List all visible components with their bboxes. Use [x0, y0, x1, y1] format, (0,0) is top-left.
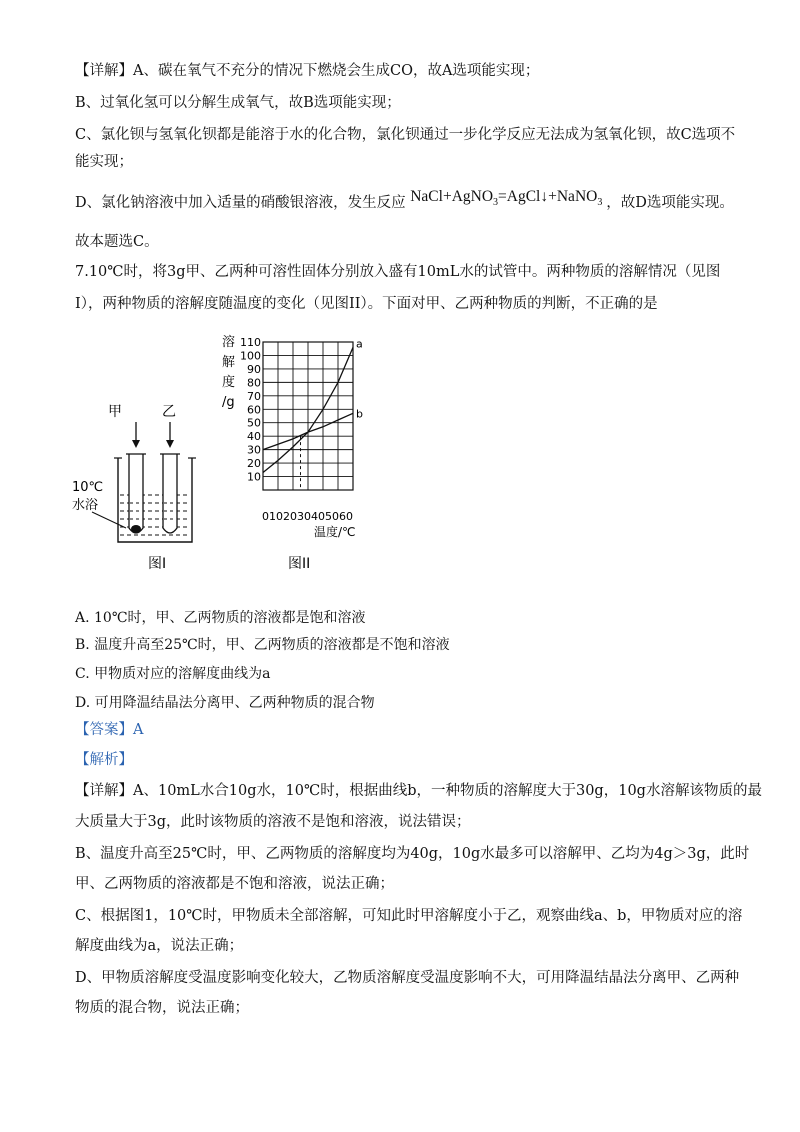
- text-line: C、氯化钡与氢氧化钡都是能溶于水的化合物，氯化钡通过一步化学反应无法成为氢氧化钡，故C选项不: [75, 127, 736, 143]
- undissolved-solid: [131, 525, 141, 533]
- y-axis-label-char: 解: [222, 355, 236, 370]
- formula-part: NaCl+AgNO: [410, 188, 494, 205]
- text-line: B、过氧化氢可以分解生成氧气，故B选项能实现；: [75, 95, 401, 111]
- detail-line: C、根据图1，10℃时，甲物质未全部溶解，可知此时甲溶解度小于乙，观察曲线a、b，甲物质对应的溶: [75, 908, 743, 924]
- text-line: 能实现；: [75, 154, 133, 170]
- detail-line: D、甲物质溶解度受温度影响变化较大，乙物质溶解度受温度影响不大，可用降温结晶法分离甲、乙两种: [75, 970, 740, 986]
- arrow-icon: [166, 422, 174, 448]
- option-b: B. 温度升高至25℃时，甲、乙两物质的溶液都是不饱和溶液: [75, 637, 450, 653]
- text-line: 【详解】A、碳在氧气不充分的情况下燃烧会生成CO，故A选项能实现；: [75, 63, 540, 79]
- precipitate-arrow: ↓: [540, 188, 549, 205]
- arrow-icon: [132, 422, 140, 448]
- y-axis-label-char: 度: [222, 375, 236, 390]
- chart-grid: [263, 342, 353, 490]
- detail-line: 大质量大于3g，此时该物质的溶液不是饱和溶液，说法错误；: [75, 814, 471, 830]
- formula-part: +NaNO: [548, 188, 598, 205]
- chemical-equation: [410, 188, 606, 209]
- y-axis-label-char: 溶: [222, 335, 236, 350]
- option-a: A. 10℃时，甲、乙两物质的溶液都是饱和溶液: [75, 610, 366, 626]
- label-yi: 乙: [162, 404, 176, 420]
- figure-2-caption: 图II: [288, 556, 311, 572]
- detail-line: B、温度升高至25℃时，甲、乙两物质的溶解度均为40g，10g水最多可以溶解甲、乙均为4g＞3g，此时: [75, 846, 750, 862]
- y-tick-label: 50: [247, 416, 261, 430]
- text-segment: D、氯化钠溶液中加入适量的硝酸银溶液，发生反应: [75, 195, 406, 211]
- figure-2-solubility-chart: [218, 330, 368, 578]
- series-label-b: b: [356, 407, 363, 421]
- option-c: C. 甲物质对应的溶解度曲线为a: [75, 666, 271, 682]
- figure-1-caption: 图I: [148, 556, 167, 572]
- formula-part: =AgCl: [498, 188, 541, 205]
- option-d: D. 可用降温结晶法分离甲、乙两种物质的混合物: [75, 695, 375, 711]
- text-line: 故本题选C。: [75, 234, 159, 250]
- y-tick-labels: [240, 336, 261, 484]
- test-tube-yi: [163, 454, 177, 533]
- bath-label: 水浴: [72, 498, 99, 513]
- question-stem: 7.10℃时，将3g甲、乙两种可溶性固体分别放入盛有10mL水的试管中。两种物质的溶解情况（见图: [75, 264, 721, 280]
- y-tick-label: 60: [247, 403, 261, 417]
- series-label-a: a: [356, 337, 363, 351]
- y-tick-label: 90: [247, 362, 261, 376]
- formula-subscript: 3: [493, 197, 499, 209]
- detail-line: 解度曲线为a，说法正确；: [75, 938, 244, 954]
- answer-label: 【答案】A: [75, 722, 144, 738]
- x-tick-labels: 0102030405060: [262, 510, 353, 523]
- detail-line: 【详解】A、10mL水合10g水，10℃时，根据曲线b，一种物质的溶解度大于30g，10g水溶解该物质的最: [75, 783, 762, 799]
- question-stem: I），两种物质的溶解度随温度的变化（见图II）。下面对甲、乙两种物质的判断，不正确的是: [75, 296, 658, 312]
- formula-subscript: 3: [597, 197, 603, 209]
- text-segment: ，故D选项能实现。: [606, 195, 734, 211]
- y-tick-label: 80: [247, 376, 261, 390]
- text-line-with-formula: [75, 188, 734, 219]
- figure-1-beaker: [70, 400, 210, 585]
- label-jia: 甲: [108, 404, 122, 420]
- y-tick-label: 20: [247, 457, 261, 471]
- test-tube-jia: [129, 454, 143, 533]
- y-tick-label: 70: [247, 389, 261, 403]
- x-axis-label: 温度/℃: [314, 525, 356, 539]
- y-tick-label: 100: [240, 349, 261, 363]
- detail-line: 物质的混合物，说法正确；: [75, 1000, 249, 1016]
- y-tick-label: 30: [247, 443, 261, 457]
- y-axis-label: [222, 334, 235, 410]
- y-tick-label: 110: [240, 336, 261, 349]
- y-axis-label-char: /g: [222, 395, 235, 410]
- y-tick-label: 10: [247, 470, 261, 484]
- detail-line: 甲、乙两物质的溶液都是不饱和溶液，说法正确；: [75, 876, 394, 892]
- y-tick-label: 40: [247, 430, 261, 444]
- analysis-label: 【解析】: [75, 752, 133, 768]
- bath-temperature-label: 10℃: [72, 480, 104, 495]
